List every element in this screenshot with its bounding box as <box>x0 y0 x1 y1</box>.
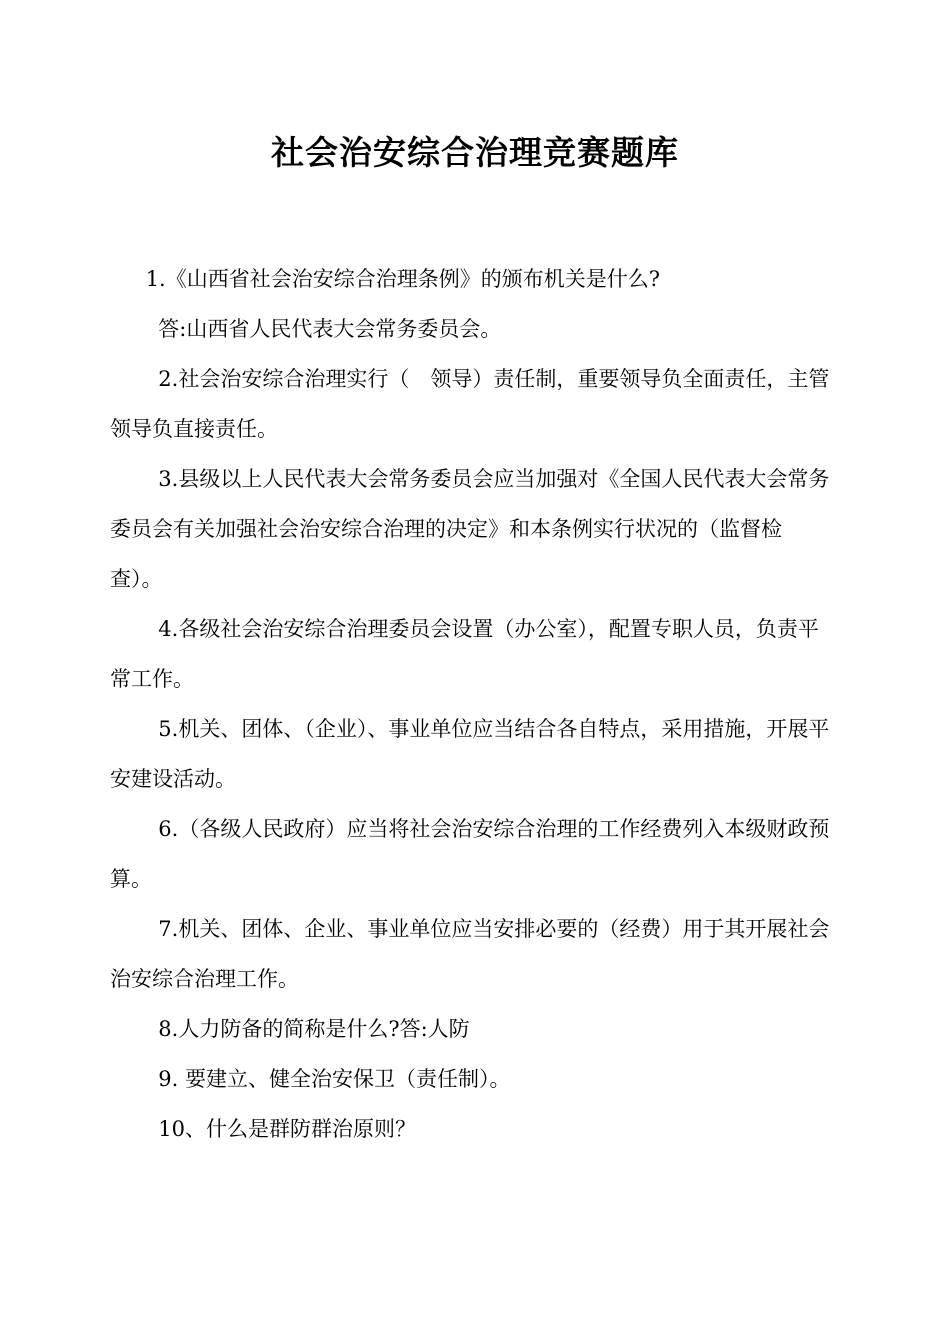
answer-1: 答:山西省人民代表大会常务委员会。 <box>158 317 502 341</box>
document-body <box>110 254 830 1154</box>
question-4: 4.各级社会治安综合治理委员会设置（办公室），配置专职人员，负责平常工作。 <box>110 617 819 691</box>
question-9: 9. 要建立、健全治安保卫（责任制）。 <box>158 1067 511 1091</box>
question-3: 3.县级以上人民代表大会常务委员会应当加强对《全国人民代表大会常务委员会有关加强社会治安综合治理的决定》和本条例实行状况的（监督检查）。 <box>110 467 830 591</box>
question-8: 8.人力防备的简称是什么?答:人防 <box>158 1017 470 1041</box>
question-7: 7.机关、团体、企业、事业单位应当安排必要的（经费）用于其开展社会治安综合治理工作。 <box>110 917 830 991</box>
question-6: 6.（各级人民政府）应当将社会治安综合治理的工作经费列入本级财政预算。 <box>110 817 830 891</box>
document-title: 社会治安综合治理竞赛题库 <box>271 133 679 172</box>
question-2: 2.社会治安综合治理实行（ 领导）责任制，重要领导负全面责任，主管领导负直接责任。 <box>110 367 830 441</box>
question-10: 10、什么是群防群治原则？ <box>158 1117 417 1141</box>
question-5: 5.机关、团体、（企业）、事业单位应当结合各自特点，采用措施，开展平安建设活动。 <box>110 717 830 791</box>
question-1: 1.《山西省社会治安综合治理条例》的颁布机关是什么? <box>145 267 660 291</box>
